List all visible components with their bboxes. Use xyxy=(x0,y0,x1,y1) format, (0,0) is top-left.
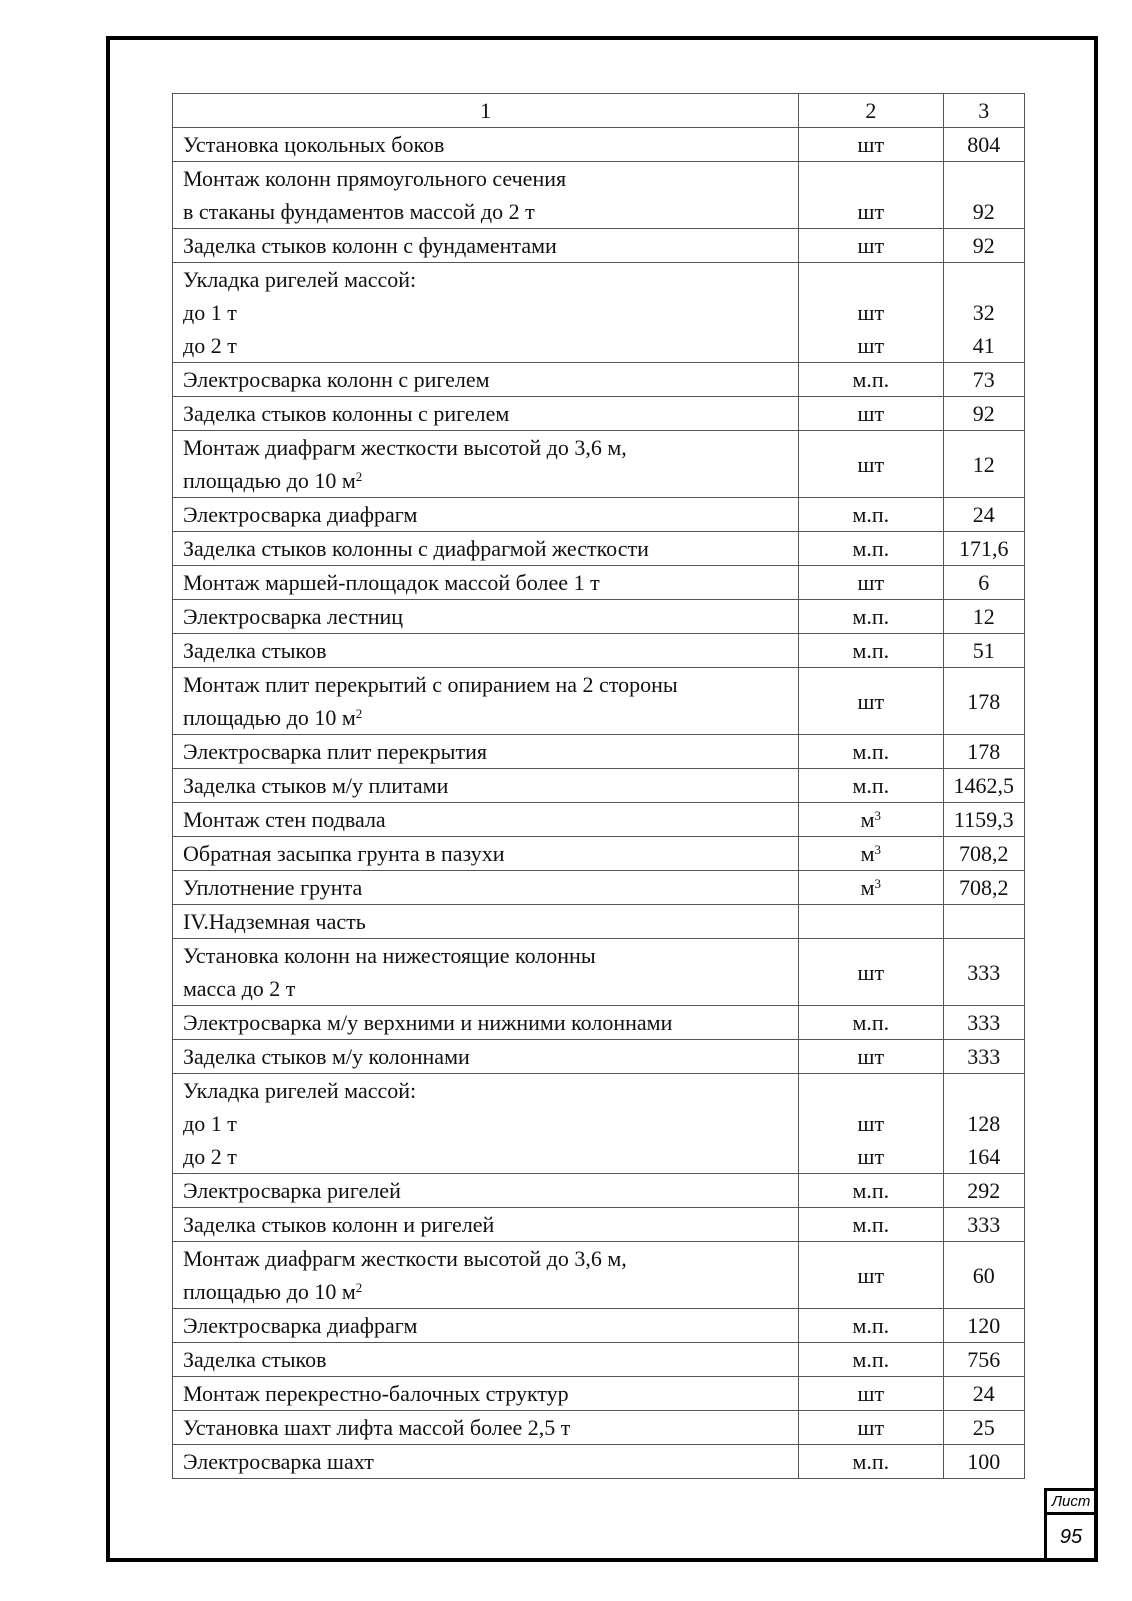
description-line: Электросварка лестниц xyxy=(183,604,404,629)
qty-cell-value: 333 xyxy=(967,959,1001,985)
description-line: Заделка стыков колонны с диафрагмой жесткости xyxy=(183,536,649,561)
qty-cell-value: 51 xyxy=(972,638,995,663)
work-description xyxy=(173,837,799,871)
work-description xyxy=(173,1006,799,1040)
unit-cell-value: шт xyxy=(857,688,885,714)
unit-cell xyxy=(799,668,943,735)
sheet-stamp xyxy=(1044,1488,1098,1562)
table-row xyxy=(173,1174,1025,1208)
work-description xyxy=(173,905,799,939)
description-line: Монтаж диафрагм жесткости высотой до 3,6 м, xyxy=(183,1246,627,1271)
unit-exponent: 2 xyxy=(355,1280,363,1295)
work-description xyxy=(173,397,799,431)
work-description xyxy=(173,128,799,162)
qty-cell xyxy=(943,634,1025,668)
description-line: Электросварка плит перекрытия xyxy=(183,739,487,764)
unit-cell-value: шт xyxy=(857,1381,885,1406)
description-line: масса до 2 т xyxy=(183,976,296,1001)
sheet-label: Лист xyxy=(1047,1491,1095,1515)
unit-cell-line xyxy=(809,1074,932,1107)
unit-cell xyxy=(799,1208,943,1242)
unit-cell xyxy=(799,498,943,532)
description-line: IV.Надземная часть xyxy=(183,909,366,934)
table-row xyxy=(173,498,1025,532)
unit-cell-line xyxy=(809,263,932,296)
unit-cell-value: $м^3$ xyxy=(860,875,882,900)
description-line: Заделка стыков xyxy=(183,1347,327,1372)
unit-cell xyxy=(799,1343,943,1377)
qty-cell xyxy=(943,1040,1025,1074)
unit-cell-value: шт xyxy=(857,451,885,477)
qty-cell-value: 73 xyxy=(972,367,995,392)
description-line: площадью до 10 $м^2$ xyxy=(183,1279,363,1304)
table-row xyxy=(173,431,1025,498)
work-description xyxy=(173,1040,799,1074)
work-description xyxy=(173,1174,799,1208)
description-line: Заделка стыков колонн с фундаментами xyxy=(183,233,557,258)
header-col-3: 3 xyxy=(943,94,1025,128)
table-row xyxy=(173,1074,1025,1174)
description-line: Уплотнение грунта xyxy=(183,875,363,900)
unit-cell-line: шт xyxy=(857,300,885,325)
unit-cell-value: шт xyxy=(857,1044,885,1069)
description-line: площадью до 10 $м^2$ xyxy=(183,705,363,730)
unit-cell-value: м.п. xyxy=(852,638,890,663)
work-description xyxy=(173,1242,799,1309)
qty-cell-value: 100 xyxy=(967,1449,1001,1474)
qty-cell-value: 333 xyxy=(967,1010,1001,1035)
unit-cell-value: м.п. xyxy=(852,1178,890,1203)
qty-cell xyxy=(943,363,1025,397)
unit-cell xyxy=(799,1309,943,1343)
description-line: Электросварка колонн с ригелем xyxy=(183,367,490,392)
header-col-2: 2 xyxy=(799,94,943,128)
unit-cell xyxy=(799,532,943,566)
description-line: Заделка стыков м/у плитами xyxy=(183,773,449,798)
description-line: Установка колонн на нижестоящие колонны xyxy=(183,943,596,968)
unit-cell xyxy=(799,431,943,498)
work-description xyxy=(173,1411,799,1445)
work-description xyxy=(173,668,799,735)
qty-cell xyxy=(943,229,1025,263)
description-line: Монтаж диафрагм жесткости высотой до 3,6 м, xyxy=(183,435,627,460)
unit-exponent: 3 xyxy=(874,808,882,823)
work-description xyxy=(173,162,799,229)
description-line: до 2 т xyxy=(183,333,237,358)
sheet-number: 95 xyxy=(1059,1526,1083,1548)
unit-cell xyxy=(799,229,943,263)
description-line: площадью до 10 $м^2$ xyxy=(183,468,363,493)
description-line: Монтаж стен подвала xyxy=(183,807,386,832)
description-line: Монтаж перекрестно-балочных структур xyxy=(183,1381,569,1406)
qty-cell-line: 128 xyxy=(967,1111,1001,1136)
work-description xyxy=(173,1343,799,1377)
unit-cell xyxy=(799,1074,943,1174)
unit-cell xyxy=(799,363,943,397)
unit-cell xyxy=(799,939,943,1006)
unit-cell-value: м.п. xyxy=(852,1449,890,1474)
work-description xyxy=(173,532,799,566)
description-line: Установка цокольных боков xyxy=(183,132,445,157)
description-line: Установка шахт лифта массой более 2,5 т xyxy=(183,1415,571,1440)
description-line: до 1 т xyxy=(183,1111,237,1136)
description-line: Заделка стыков xyxy=(183,638,327,663)
table-row xyxy=(173,532,1025,566)
work-description xyxy=(173,263,799,363)
qty-cell-value: 6 xyxy=(978,570,990,595)
unit-cell xyxy=(799,803,943,837)
unit-cell xyxy=(799,735,943,769)
qty-cell xyxy=(943,837,1025,871)
unit-exponent: 3 xyxy=(874,876,882,891)
work-description xyxy=(173,871,799,905)
work-description xyxy=(173,1377,799,1411)
qty-cell xyxy=(943,1411,1025,1445)
qty-cell xyxy=(943,431,1025,498)
table-row xyxy=(173,397,1025,431)
table-row xyxy=(173,1309,1025,1343)
qty-cell-value xyxy=(954,905,1015,938)
qty-cell xyxy=(943,905,1025,939)
table-row xyxy=(173,1343,1025,1377)
works-table xyxy=(172,93,1025,1479)
qty-cell xyxy=(943,803,1025,837)
unit-cell xyxy=(799,566,943,600)
table-row xyxy=(173,634,1025,668)
unit-cell xyxy=(799,769,943,803)
unit-cell xyxy=(799,871,943,905)
unit-cell xyxy=(799,1006,943,1040)
qty-cell xyxy=(943,1445,1025,1479)
qty-cell-line xyxy=(954,263,1015,296)
qty-cell xyxy=(943,1174,1025,1208)
description-line: Укладка ригелей массой: xyxy=(183,267,417,292)
description-line: Монтаж маршей-площадок массой более 1 т xyxy=(183,570,600,595)
work-description xyxy=(173,769,799,803)
qty-cell-value: 178 xyxy=(967,688,1001,714)
unit-cell xyxy=(799,837,943,871)
qty-cell xyxy=(943,397,1025,431)
work-description xyxy=(173,1309,799,1343)
unit-cell-value: шт xyxy=(857,570,885,595)
unit-cell-line: шт xyxy=(857,1144,885,1169)
qty-cell xyxy=(943,1242,1025,1309)
description-line: Монтаж плит перекрытий с опиранием на 2 стороны xyxy=(183,672,678,697)
unit-cell xyxy=(799,1040,943,1074)
qty-cell-value: 333 xyxy=(967,1212,1001,1237)
qty-cell xyxy=(943,498,1025,532)
qty-cell-value: 708,2 xyxy=(959,841,1009,866)
qty-cell xyxy=(943,769,1025,803)
unit-cell-value: м.п. xyxy=(852,604,890,629)
table-row xyxy=(173,1242,1025,1309)
work-description xyxy=(173,229,799,263)
description-line: Заделка стыков колонн и ригелей xyxy=(183,1212,495,1237)
qty-cell xyxy=(943,1309,1025,1343)
unit-cell-value: шт xyxy=(857,959,885,985)
qty-cell xyxy=(943,1377,1025,1411)
unit-cell-line: шт xyxy=(857,333,885,358)
qty-cell-line: 41 xyxy=(972,333,995,358)
qty-cell-value: 92 xyxy=(972,401,995,426)
unit-cell-value: м.п. xyxy=(852,1347,890,1372)
table-header-row xyxy=(173,94,1025,128)
table-row xyxy=(173,162,1025,229)
table-row xyxy=(173,600,1025,634)
unit-cell-value: шт xyxy=(857,233,885,258)
unit-cell-value: м.п. xyxy=(852,367,890,392)
unit-cell-value xyxy=(809,905,932,938)
unit-cell xyxy=(799,905,943,939)
qty-cell-value: 1159,3 xyxy=(953,807,1014,832)
description-line: в стаканы фундаментов массой до 2 т xyxy=(183,199,535,224)
qty-cell-value: 171,6 xyxy=(959,536,1009,561)
qty-cell-value: 708,2 xyxy=(959,875,1009,900)
unit-cell xyxy=(799,1174,943,1208)
table-row xyxy=(173,735,1025,769)
table-row xyxy=(173,263,1025,363)
table-row xyxy=(173,905,1025,939)
unit-cell xyxy=(799,1242,943,1309)
description-line: Электросварка диафрагм xyxy=(183,502,418,527)
unit-exponent: 3 xyxy=(874,842,882,857)
unit-cell xyxy=(799,600,943,634)
description-line: Укладка ригелей массой: xyxy=(183,1078,417,1103)
unit-cell xyxy=(799,162,943,229)
header-col-1: 1 xyxy=(173,94,799,128)
qty-cell xyxy=(943,1006,1025,1040)
unit-exponent: 2 xyxy=(355,469,363,484)
table-row xyxy=(173,1208,1025,1242)
table-row xyxy=(173,1040,1025,1074)
qty-cell xyxy=(943,566,1025,600)
table-row xyxy=(173,363,1025,397)
qty-cell-value: 804 xyxy=(967,132,1001,157)
work-description xyxy=(173,363,799,397)
qty-cell-value: 24 xyxy=(972,502,995,527)
qty-cell-value: 12 xyxy=(972,604,995,629)
unit-cell xyxy=(799,1411,943,1445)
qty-cell xyxy=(943,162,1025,229)
unit-cell xyxy=(799,397,943,431)
table-row xyxy=(173,803,1025,837)
qty-cell xyxy=(943,532,1025,566)
table-row xyxy=(173,1411,1025,1445)
unit-cell-value: $м^3$ xyxy=(860,807,882,832)
table-row xyxy=(173,1006,1025,1040)
qty-cell xyxy=(943,1208,1025,1242)
unit-cell-value: шт xyxy=(857,401,885,426)
description-line: до 2 т xyxy=(183,1144,237,1169)
unit-cell-value: м.п. xyxy=(852,536,890,561)
table-row xyxy=(173,668,1025,735)
qty-cell xyxy=(943,871,1025,905)
qty-cell-value: 92 xyxy=(972,199,995,224)
qty-cell-value: 1462,5 xyxy=(953,773,1014,798)
table-row xyxy=(173,1445,1025,1479)
unit-cell xyxy=(799,128,943,162)
qty-cell-value: 60 xyxy=(972,1262,995,1288)
table-row xyxy=(173,1377,1025,1411)
qty-cell xyxy=(943,668,1025,735)
unit-cell xyxy=(799,1445,943,1479)
work-description xyxy=(173,1445,799,1479)
work-description xyxy=(173,431,799,498)
unit-cell xyxy=(799,634,943,668)
table-row xyxy=(173,566,1025,600)
qty-cell xyxy=(943,263,1025,363)
work-description xyxy=(173,634,799,668)
work-description xyxy=(173,803,799,837)
unit-cell-value: шт xyxy=(857,1262,885,1288)
description-line: Обратная засыпка грунта в пазухи xyxy=(183,841,505,866)
unit-cell-value: м.п. xyxy=(852,739,890,764)
unit-cell-line: шт xyxy=(857,1111,885,1136)
qty-cell xyxy=(943,600,1025,634)
qty-cell-value: 120 xyxy=(967,1313,1001,1338)
table-row xyxy=(173,769,1025,803)
work-description xyxy=(173,600,799,634)
description-line: Монтаж колонн прямоугольного сечения xyxy=(183,166,567,191)
qty-cell-value: 24 xyxy=(972,1381,995,1406)
work-description xyxy=(173,498,799,532)
qty-cell xyxy=(943,939,1025,1006)
unit-exponent: 2 xyxy=(355,706,363,721)
unit-cell-value: м.п. xyxy=(852,1010,890,1035)
unit-cell xyxy=(799,263,943,363)
description-line: Электросварка м/у верхними и нижними колоннами xyxy=(183,1010,673,1035)
work-description xyxy=(173,566,799,600)
table-row xyxy=(173,128,1025,162)
unit-cell-value: шт xyxy=(857,1415,885,1440)
work-description xyxy=(173,1208,799,1242)
qty-cell-value: 292 xyxy=(967,1178,1001,1203)
description-line: Электросварка диафрагм xyxy=(183,1313,418,1338)
description-line: Заделка стыков колонны с ригелем xyxy=(183,401,510,426)
qty-cell-value: 92 xyxy=(972,233,995,258)
qty-cell xyxy=(943,735,1025,769)
qty-cell-value: 25 xyxy=(972,1415,995,1440)
unit-cell-value: шт xyxy=(857,199,885,224)
qty-cell xyxy=(943,128,1025,162)
unit-cell-value: $м^3$ xyxy=(860,841,882,866)
qty-cell-value: 756 xyxy=(967,1347,1001,1372)
unit-cell xyxy=(799,1377,943,1411)
table-row xyxy=(173,229,1025,263)
qty-cell-value: 12 xyxy=(972,451,995,477)
qty-cell-line: 164 xyxy=(967,1144,1001,1169)
work-description xyxy=(173,1074,799,1174)
unit-cell-value: м.п. xyxy=(852,773,890,798)
qty-cell xyxy=(943,1074,1025,1174)
work-description xyxy=(173,735,799,769)
unit-cell-value: шт xyxy=(857,132,885,157)
description-line: Заделка стыков м/у колоннами xyxy=(183,1044,470,1069)
qty-cell-value: 178 xyxy=(967,739,1001,764)
work-description xyxy=(173,939,799,1006)
description-line: Электросварка шахт xyxy=(183,1449,374,1474)
qty-cell-line xyxy=(954,1074,1015,1107)
table-row xyxy=(173,939,1025,1006)
unit-cell-value: м.п. xyxy=(852,1212,890,1237)
table-row xyxy=(173,871,1025,905)
unit-cell-value: м.п. xyxy=(852,1313,890,1338)
table-row xyxy=(173,837,1025,871)
qty-cell-line: 32 xyxy=(972,300,995,325)
description-line: до 1 т xyxy=(183,300,237,325)
qty-cell xyxy=(943,1343,1025,1377)
qty-cell-value: 333 xyxy=(967,1044,1001,1069)
unit-cell-value: м.п. xyxy=(852,502,890,527)
description-line: Электросварка ригелей xyxy=(183,1178,401,1203)
